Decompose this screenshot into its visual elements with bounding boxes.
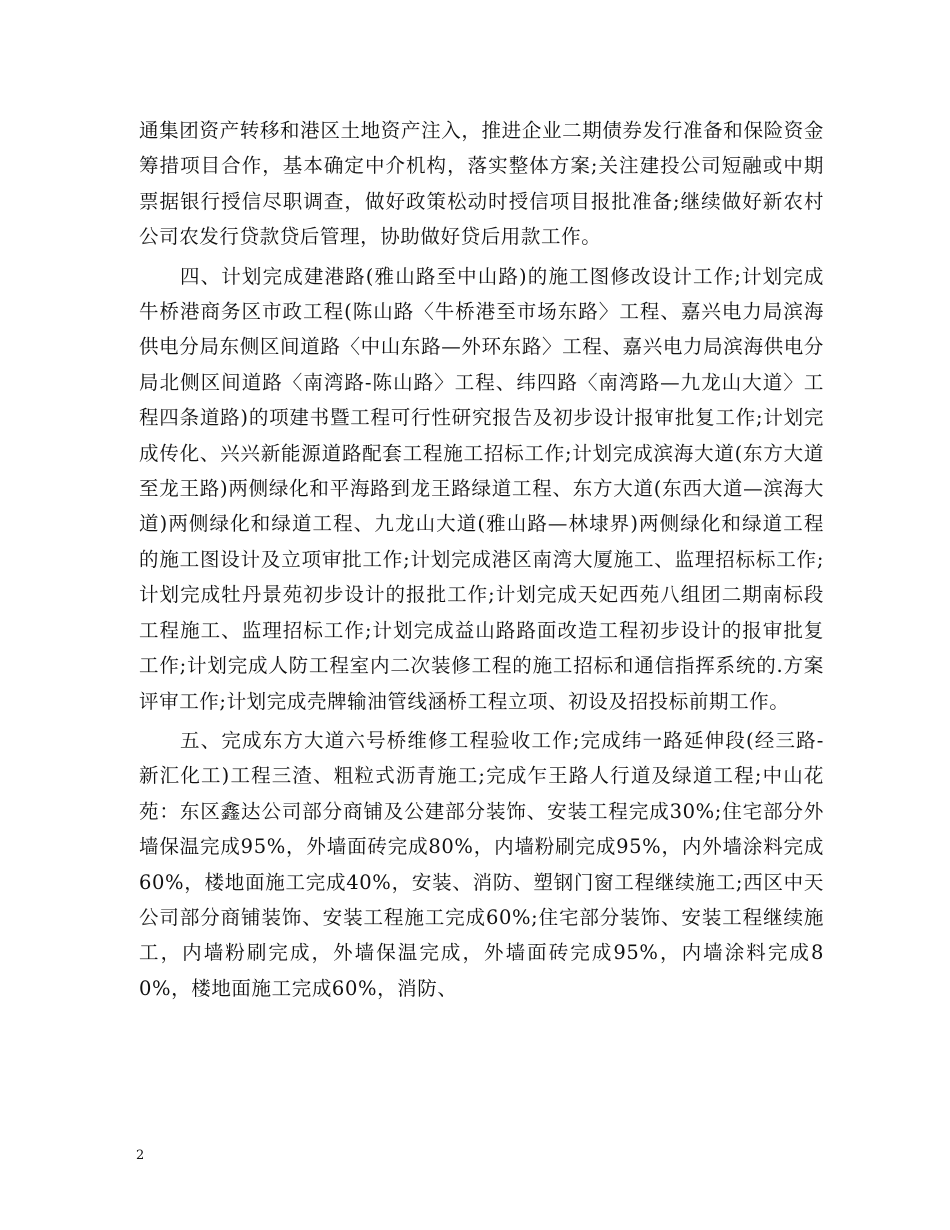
page-number: 2 — [136, 1148, 145, 1163]
paragraph-section-four: 四、计划完成建港路(雅山路至中山路)的施工图修改设计工作;计划完成牛桥港商务区市政工程(陈山路〈牛桥港至市场东路〉工程、嘉兴电力局滨海供电分局东侧区间道路〈中山东路—外环东路〉工程、嘉兴电力局滨海供电分局北侧区间道路〈南湾路-陈山路〉工程、纬四路〈南湾路—九龙山大道〉工程四条道路)的项建书暨工程可行性研究报告及初步设计报审批复工作;计划完成传化、兴兴新能源道路配套工程施工招标工作;计划完成滨海大道(东方大道至龙王路)两侧绿化和平海路到龙王路绿道工程、东方大道(东西大道—滨海大道)两侧绿化和绿道工程、九龙山大道(雅山路—林埭界)两侧绿化和绿道工程的施工图设计及立项审批工作;计划完成港区南湾大厦施工、监理招标标工作;计划完成牡丹景苑初步设计的报批工作;计划完成天妃西苑八组团二期南标段工程施工、监理招标工作;计划完成益山路路面改造工程初步设计的报审批复工作;计划完成人防工程室内二次装修工程的施工招标和通信指挥系统的.方案评审工作;计划完成壳牌输油管线涵桥工程立项、初设及招投标前期工作。 — [139, 264, 824, 713]
paragraph-section-five: 五、完成东方大道六号桥维修工程验收工作;完成纬一路延伸段(经三路-新汇化工)工程三渣、粗粒式沥青施工;完成乍王路人行道及绿道工程;中山花苑：东区鑫达公司部分商铺及公建部分装饰、安装工程完成30%;住宅部分外墙保温完成95%，外墙面砖完成80%，内墙粉刷完成95%，内外墙涂料完成 60%，楼地面施工完成40%，安装、消防、塑钢门窗工程继续施工;西区中天公司部分商铺装饰、安装工程施工完成60%;住宅部分装饰、安装工程继续施工，内墙粉刷完成，外墙保温完成，外墙面砖完成95%，内墙涂料完成80%，楼地面施工完成60%，消防、 — [139, 728, 824, 1000]
paragraph-financing: 通集团资产转移和港区土地资产注入，推进企业二期债券发行准备和保险资金筹措项目合作，基本确定中介机构，落实整体方案;关注建投公司短融或中期票据银行授信尽职调查，做好政策松动时授信项目报批准备;继续做好新农村公司农发行贷款贷后管理，协助做好贷后用款工作。 — [139, 119, 824, 249]
document-body — [139, 113, 824, 1006]
